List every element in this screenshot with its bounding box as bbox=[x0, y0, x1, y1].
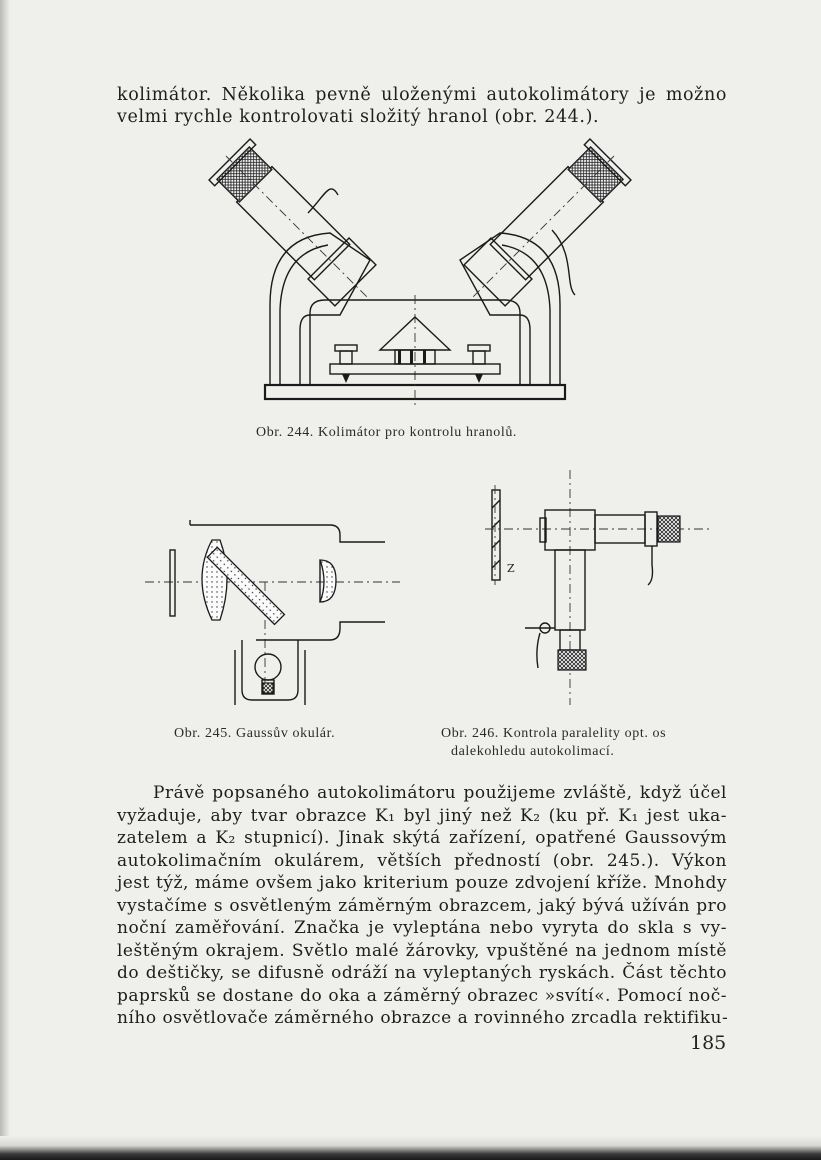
figure-246-caption-line2: dalekohledu autokolimací. bbox=[451, 744, 615, 759]
figure-244-collimator-diagram bbox=[230, 165, 610, 415]
figure-245-caption: Obr. 245. Gaussův okulár. bbox=[174, 726, 336, 741]
eyepiece-knurl bbox=[658, 516, 680, 542]
right-autocollimator-tube bbox=[452, 135, 634, 317]
mirror-label-z: Z bbox=[507, 562, 515, 575]
body-line: ního osvětlovače záměrného obrazce a rovinného zrcadla rektifiku- bbox=[117, 1008, 729, 1028]
page-number: 185 bbox=[690, 1032, 727, 1054]
figure-246-caption bbox=[441, 725, 666, 761]
body-paragraph bbox=[117, 782, 727, 1030]
body-line: do deštičky, se difusně odráží na vyleptaných ryskách. Část těchto bbox=[117, 963, 727, 983]
intro-paragraph bbox=[117, 84, 727, 128]
body-line: vystačíme s osvětleným záměrným obrazcem, jaký bývá užíván pro bbox=[117, 895, 727, 916]
figure-245-gauss-eyepiece-diagram bbox=[140, 520, 405, 705]
reticle-plate bbox=[170, 550, 175, 616]
left-autocollimator-tube bbox=[205, 135, 387, 317]
lower-eyepiece-knurl bbox=[558, 650, 586, 670]
body-line: leštěným okrajem. Světlo malé žárovky, vpuštěné na jednom místě bbox=[117, 940, 727, 961]
body-line: noční zaměřování. Značka je vyleptána nebo vyryta do skla s vy- bbox=[117, 918, 727, 938]
figure-244-caption: Obr. 244. Kolimátor pro kontrolu hranolů. bbox=[256, 425, 518, 440]
lamp-bulb bbox=[255, 654, 281, 680]
page-gutter-shadow bbox=[0, 0, 10, 1160]
body-line: autokolimačním okulárem, větších předností (obr. 245.). Výkon bbox=[117, 850, 727, 871]
body-line: zatelem a K₂ stupnicí). Jinak skýtá zařízení, opatřené Gaussovým bbox=[117, 828, 727, 848]
figure-246-caption-line1: Obr. 246. Kontrola paralelity opt. os bbox=[441, 726, 667, 741]
objective-lens bbox=[320, 560, 336, 602]
body-line: vyžaduje, aby tvar obrazce K₁ byl jiný než K₂ (ku př. K₁ jest uka- bbox=[117, 805, 727, 826]
page-bottom-edge bbox=[0, 1136, 821, 1160]
body-line: Právě popsaného autokolimátoru použijeme zvláště, když účel bbox=[153, 783, 727, 803]
body-line: jest týž, máme ovšem jako kriterium pouze zdvojení kříže. Mnohdy bbox=[117, 873, 727, 893]
body-line: paprsků se dostane do oka a záměrný obrazec »svítí«. Pomocí noč- bbox=[117, 985, 727, 1006]
intro-line: kolimátor. Několika pevně uloženými autokolimátory je možno bbox=[117, 85, 727, 105]
intro-line: velmi rychle kontrolovati složitý hranol (obr. 244.). bbox=[117, 107, 600, 127]
figure-246-parallelism-diagram bbox=[480, 470, 720, 710]
